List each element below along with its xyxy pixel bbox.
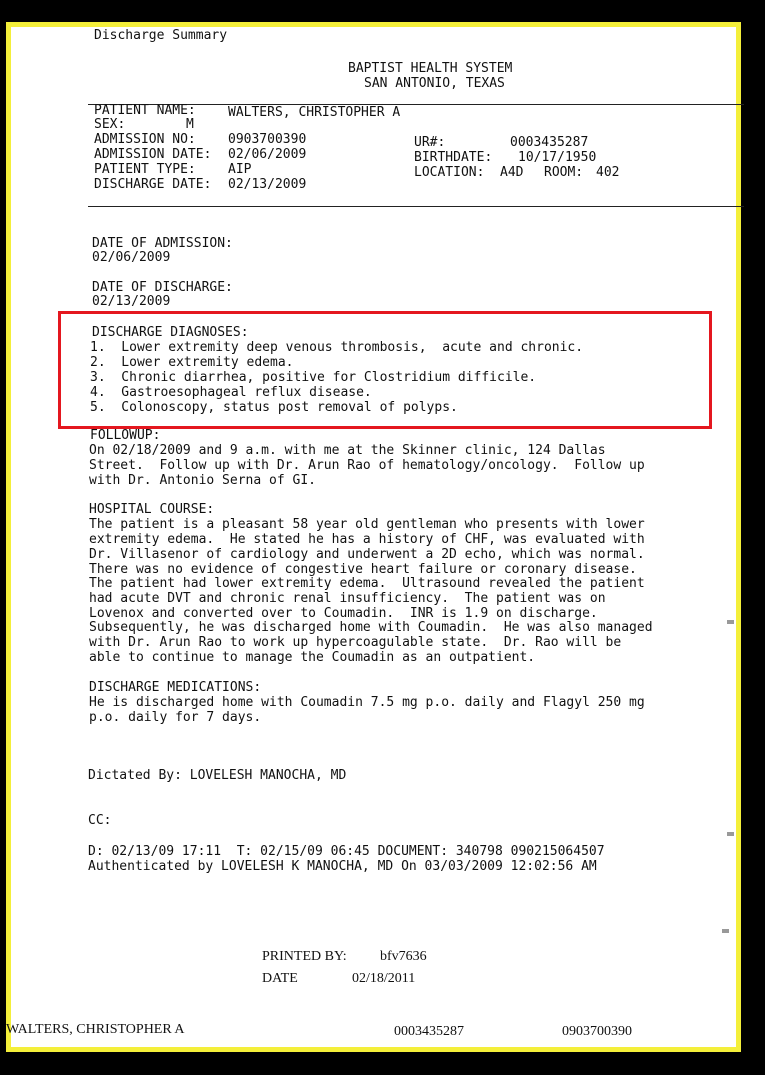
diagnosis-item: 3. Chronic diarrhea, positive for Clostridium difficile.: [90, 370, 537, 385]
org-city: SAN ANTONIO, TEXAS: [364, 76, 505, 91]
hospital-course-line: There was no evidence of congestive heart failure or coronary disease.: [89, 562, 637, 577]
authentication-line: Authenticated by LOVELESH K MANOCHA, MD On 03/03/2009 12:02:56 AM: [88, 859, 597, 874]
cc-label: CC:: [88, 813, 112, 828]
medications-line: p.o. daily for 7 days.: [89, 710, 262, 725]
followup-line: On 02/18/2009 and 9 a.m. with me at the Skinner clinic, 124 Dallas: [89, 443, 606, 458]
header-rule-bottom: [88, 206, 744, 207]
admission-date-label: ADMISSION DATE:: [94, 147, 212, 162]
printed-by-value: bfv7636: [380, 949, 427, 964]
diagnosis-item: 1. Lower extremity deep venous thrombosis, acute and chronic.: [90, 340, 584, 355]
sex-value: M: [186, 117, 194, 132]
document-info: D: 02/13/09 17:11 T: 02/15/09 06:45 DOCUMENT: 340798 090215064507: [88, 844, 605, 859]
printed-date-value: 02/18/2011: [352, 971, 416, 986]
printed-by-label: PRINTED BY:: [262, 949, 347, 964]
diagnosis-item: 2. Lower extremity edema.: [90, 355, 294, 370]
footer-patient-name: WALTERS, CHRISTOPHER A: [6, 1022, 185, 1037]
location-label: LOCATION:: [414, 165, 485, 180]
hospital-course-line: with Dr. Arun Rao to work up hypercoagulable state. Dr. Rao will be: [89, 635, 622, 650]
patient-type: AIP: [228, 162, 252, 177]
dictated-by: Dictated By: LOVELESH MANOCHA, MD: [88, 768, 347, 783]
admission-heading: DATE OF ADMISSION:: [92, 236, 233, 251]
ur-value: 0003435287: [510, 135, 589, 150]
followup-line: Street. Follow up with Dr. Arun Rao of hematology/oncology. Follow up: [89, 458, 645, 473]
printed-date-label: DATE: [262, 971, 298, 986]
medications-line: He is discharged home with Coumadin 7.5 mg p.o. daily and Flagyl 250 mg: [89, 695, 645, 710]
scan-speck: [727, 620, 734, 624]
footer-admission-no: 0903700390: [562, 1024, 632, 1039]
hospital-course-line: Lovenox and converted over to Coumadin. INR is 1.9 on discharge.: [89, 606, 598, 621]
scan-speck: [727, 832, 734, 836]
sex-label: SEX:: [94, 117, 126, 132]
room-value: 402: [596, 165, 620, 180]
patient-name-label: PATIENT NAME:: [94, 103, 196, 118]
org-name: BAPTIST HEALTH SYSTEM: [348, 61, 513, 76]
patient-name: WALTERS, CHRISTOPHER A: [228, 105, 401, 120]
room-label: ROOM:: [544, 165, 584, 180]
admission-no-label: ADMISSION NO:: [94, 132, 196, 147]
footer-ur: 0003435287: [394, 1024, 464, 1039]
hospital-course-line: had acute DVT and chronic renal insufficiency. The patient was on: [89, 591, 606, 606]
discharge-date-label: DISCHARGE DATE:: [94, 177, 212, 192]
birthdate-value: 10/17/1950: [518, 150, 597, 165]
hospital-course-heading: HOSPITAL COURSE:: [89, 502, 215, 517]
hospital-course-line: extremity edema. He stated he has a history of CHF, was evaluated with: [89, 532, 645, 547]
discharge-date: 02/13/2009: [228, 177, 307, 192]
scan-speck: [722, 929, 729, 933]
admission-no: 0903700390: [228, 132, 307, 147]
hospital-course-line: The patient is a pleasant 58 year old gentleman who presents with lower: [89, 517, 645, 532]
diagnosis-item: 5. Colonoscopy, status post removal of polyps.: [90, 400, 458, 415]
hospital-course-line: able to continue to manage the Coumadin as an outpatient.: [89, 650, 536, 665]
location-value: A4D: [500, 165, 524, 180]
hospital-course-line: The patient had lower extremity edema. Ultrasound revealed the patient: [89, 576, 645, 591]
diagnosis-item: 4. Gastroesophageal reflux disease.: [90, 385, 372, 400]
birthdate-label: BIRTHDATE:: [414, 150, 493, 165]
admission-date: 02/06/2009: [228, 147, 307, 162]
medications-heading: DISCHARGE MEDICATIONS:: [89, 680, 262, 695]
hospital-course-line: Subsequently, he was discharged home with Coumadin. He was also managed: [89, 620, 653, 635]
followup-line: with Dr. Antonio Serna of GI.: [89, 473, 316, 488]
hospital-course-line: Dr. Villasenor of cardiology and underwent a 2D echo, which was normal.: [89, 547, 645, 562]
document-title: Discharge Summary: [94, 28, 228, 43]
patient-type-label: PATIENT TYPE:: [94, 162, 196, 177]
discharge-value: 02/13/2009: [92, 294, 171, 309]
followup-heading: FOLLOWUP:: [90, 428, 161, 443]
admission-value: 02/06/2009: [92, 250, 171, 265]
discharge-heading: DATE OF DISCHARGE:: [92, 280, 233, 295]
diagnoses-heading: DISCHARGE DIAGNOSES:: [92, 325, 249, 340]
ur-label: UR#:: [414, 135, 446, 150]
